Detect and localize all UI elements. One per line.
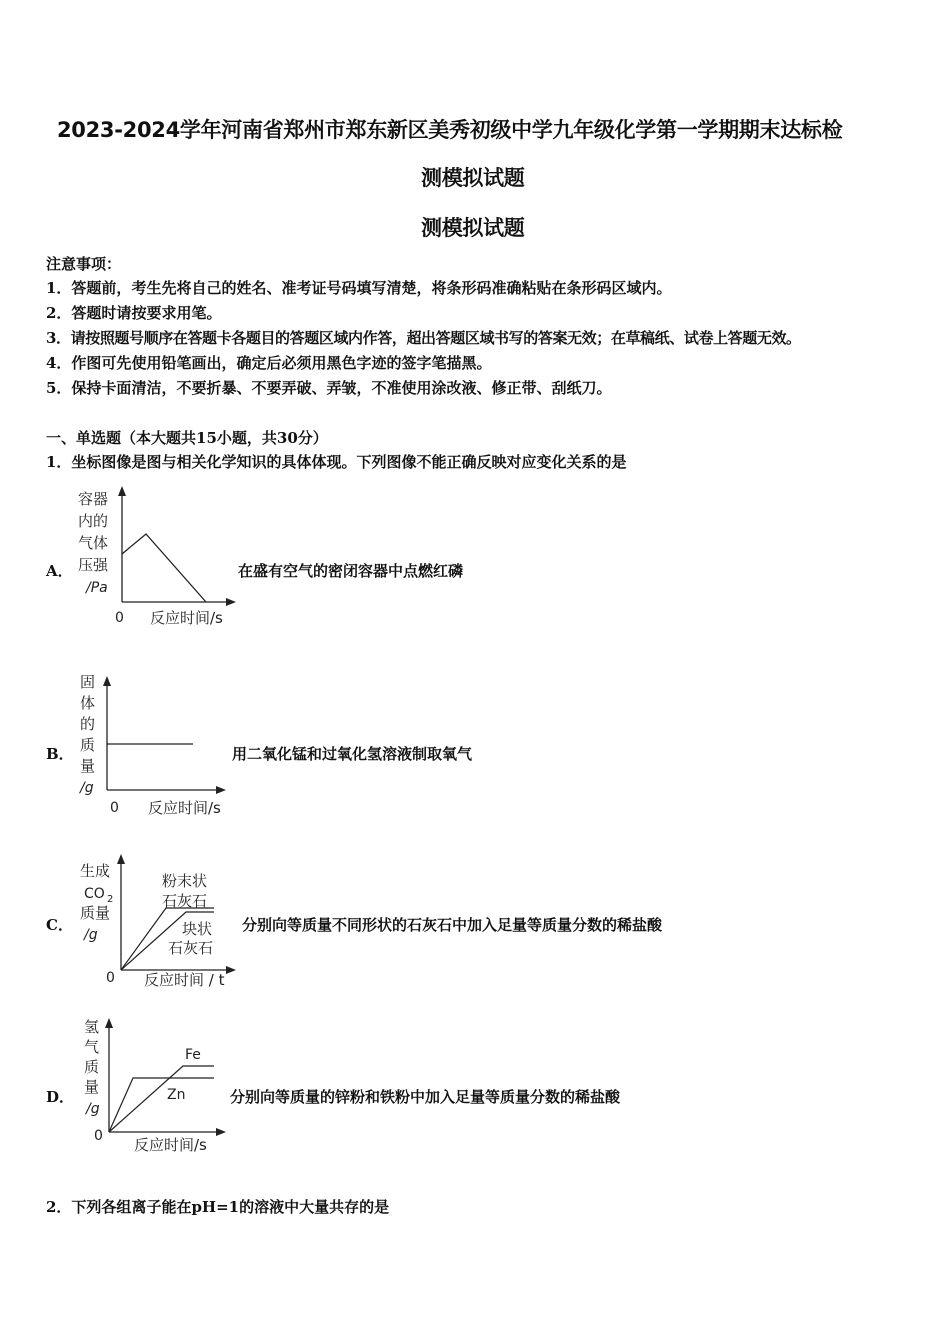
series-label-block: 块状 bbox=[182, 920, 213, 938]
origin-label: 0 bbox=[115, 610, 124, 626]
y-label: CO bbox=[84, 886, 105, 902]
question-2-stem: 2．下列各组离子能在pH=1的溶液中大量共存的是 bbox=[46, 1198, 390, 1216]
option-d-text: 分别向等质量的锌粉和铁粉中加入足量等质量分数的稀盐酸 bbox=[230, 1088, 621, 1106]
option-a-label: A． bbox=[46, 562, 73, 580]
curve-fe bbox=[109, 1066, 214, 1132]
y-label: /g bbox=[86, 1101, 100, 1117]
x-axis-arrow bbox=[216, 1128, 226, 1136]
y-label: 质 bbox=[80, 736, 96, 754]
y-axis-arrow bbox=[105, 1018, 113, 1028]
y-label: 氢 bbox=[84, 1018, 100, 1036]
section-heading: 一、单选题（本大题共15小题，共30分） bbox=[46, 429, 328, 447]
y-axis-arrow bbox=[103, 676, 111, 686]
x-axis-arrow bbox=[226, 966, 236, 974]
y-label: 压强 bbox=[78, 556, 109, 574]
option-c-graph bbox=[72, 850, 242, 995]
y-label: /g bbox=[80, 780, 94, 796]
page-subtitle: 测模拟试题 bbox=[421, 216, 525, 240]
y-axis-arrow bbox=[117, 854, 125, 864]
notice-item: 4．作图可先使用铅笔画出，确定后必须用黑色字迹的签字笔描黑。 bbox=[46, 354, 492, 372]
option-b-text: 用二氧化锰和过氧化氢溶液制取氧气 bbox=[232, 745, 473, 763]
y-label: 生成 bbox=[80, 862, 111, 880]
y-label-sub: 2 bbox=[107, 894, 114, 905]
y-label: 固 bbox=[80, 673, 96, 691]
notice-item: 2．答题时请按要求用笔。 bbox=[46, 304, 222, 322]
origin-label: 0 bbox=[94, 1128, 103, 1144]
curve-pressure bbox=[122, 534, 206, 602]
x-label: 反应时间 / t bbox=[144, 971, 225, 989]
option-a-graph bbox=[72, 482, 242, 632]
series-label-powder: 粉末状 bbox=[162, 872, 208, 890]
notice-heading: 注意事项： bbox=[46, 255, 122, 273]
y-label: 质量 bbox=[80, 904, 111, 922]
notice-item: 5．保持卡面清洁，不要折暴、不要弄破、弄皱，不准使用涂改液、修正带、刮纸刀。 bbox=[46, 379, 612, 397]
series-label-block: 石灰石 bbox=[168, 939, 214, 957]
option-c-text: 分别向等质量不同形状的石灰石中加入足量等质量分数的稀盐酸 bbox=[242, 916, 663, 934]
notice-item: 1．答题前，考生先将自己的姓名、准考证号码填写清楚，将条形码准确粘贴在条形码区域内。 bbox=[46, 279, 672, 297]
x-axis-arrow bbox=[216, 786, 226, 794]
option-b-label: B． bbox=[46, 745, 74, 763]
option-a-text: 在盛有空气的密闭容器中点燃红磷 bbox=[238, 562, 464, 580]
y-label: /g bbox=[84, 927, 98, 943]
x-label: 反应时间/s bbox=[150, 609, 223, 627]
curve-zn bbox=[109, 1078, 214, 1132]
y-label: 体 bbox=[80, 694, 96, 712]
page-title-line1: 2023-2024学年河南省郑州市郑东新区美秀初级中学九年级化学第一学期期末达标检 bbox=[57, 118, 843, 142]
y-label: 容器 bbox=[78, 490, 109, 508]
x-label: 反应时间/s bbox=[148, 799, 221, 817]
y-axis-arrow bbox=[118, 486, 126, 496]
option-c-label: C． bbox=[46, 916, 73, 934]
option-b-graph bbox=[72, 670, 242, 820]
series-label-powder: 石灰石 bbox=[162, 892, 208, 910]
y-label: 内的 bbox=[78, 512, 109, 530]
y-label: 量 bbox=[80, 757, 96, 775]
origin-label: 0 bbox=[110, 800, 119, 816]
y-label: /Pa bbox=[86, 580, 108, 596]
series-label-fe: Fe bbox=[185, 1047, 201, 1063]
y-label: 质 bbox=[84, 1058, 100, 1076]
x-axis-arrow bbox=[226, 598, 236, 606]
origin-label: 0 bbox=[106, 970, 115, 986]
series-label-zn: Zn bbox=[167, 1087, 186, 1103]
page-title-line2: 测模拟试题 bbox=[421, 166, 525, 190]
y-label: 气体 bbox=[78, 534, 109, 552]
question-1-stem: 1．坐标图像是图与相关化学知识的具体体现。下列图像不能正确反映对应变化关系的是 bbox=[46, 453, 627, 471]
x-label: 反应时间/s bbox=[134, 1136, 207, 1154]
y-label: 的 bbox=[80, 715, 96, 733]
notice-item: 3．请按照题号顺序在答题卡各题目的答题区域内作答，超出答题区域书写的答案无效；在草稿纸、试卷上答题无效。 bbox=[46, 329, 801, 347]
option-d-label: D． bbox=[46, 1088, 75, 1106]
y-label: 量 bbox=[84, 1078, 100, 1096]
y-label: 气 bbox=[84, 1038, 100, 1056]
option-d-graph bbox=[72, 1012, 242, 1157]
